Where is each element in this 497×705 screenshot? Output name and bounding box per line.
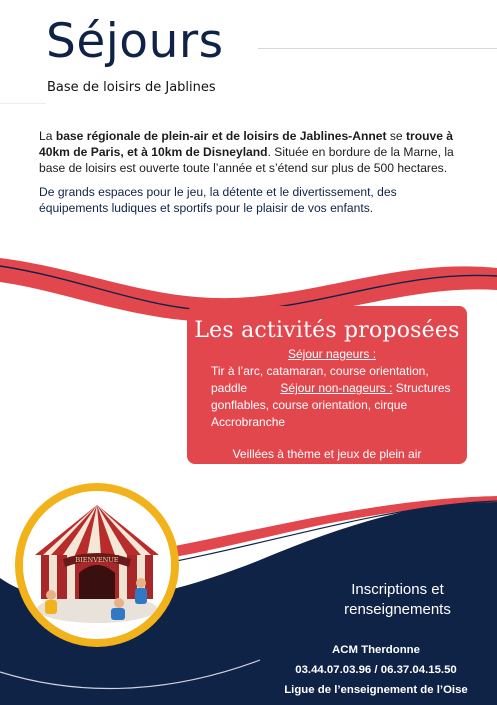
intro-p1-bold-location: base régionale de plein-air et de loisirs de Jablines-Annet (55, 129, 387, 143)
organization-name: ACM Therdonne (332, 644, 420, 656)
tent-sign: BIENVENUE (75, 556, 119, 564)
noswim-text: Structures gonflables, course orientation, cirque Accrobranche (211, 381, 451, 429)
page-subtitle: Base de loisirs de Jablines (47, 80, 216, 95)
header-rule-left (0, 103, 46, 104)
circus-tent-illustration (23, 491, 171, 639)
noswim-label: Séjour non-nageurs : (280, 381, 393, 395)
inscriptions-heading: Inscriptions et renseignements (344, 581, 451, 618)
intro-p1-c: se (386, 129, 406, 143)
league-name: Ligue de l’enseignement de l’Oise (284, 684, 468, 696)
contact-block (276, 640, 476, 700)
activities-text (187, 343, 467, 363)
intro-text (39, 128, 461, 224)
activities-title: Les activités proposées (194, 318, 460, 343)
intro-p1-bold-distance: trouve à 40km de Paris, et à 10km de Disneyland (39, 129, 454, 159)
intro-p1-e: . Située en bordure de la Marne, la base de loisirs est ouverte toute l’année et s’étend sur plus de 500 hectares. (39, 145, 454, 175)
evenings-text: Veillées à thème et jeux de plein air (232, 447, 422, 461)
intro-paragraph-2: De grands espaces pour le jeu, la détente et le divertissement, des équipements ludiques et sportifs pour le plaisir de vos enfants. (39, 185, 397, 215)
intro-p1-a: La (39, 129, 56, 143)
activities-text-body (187, 363, 467, 431)
swim-label: Séjour nageurs : (287, 347, 377, 361)
circus-photo (23, 491, 171, 639)
intro-paragraph-1 (39, 128, 461, 176)
page-title: Séjours (46, 14, 224, 69)
activities-box (187, 306, 467, 464)
header-rule (258, 48, 497, 49)
swim-text: Tir à l’arc, catamaran, course orientation, paddle (211, 364, 429, 395)
swim-line (211, 346, 453, 363)
circus-photo-frame (15, 483, 179, 647)
phone-numbers: 03.44.07.03.96 / 06.37.04.15.50 (295, 664, 457, 676)
